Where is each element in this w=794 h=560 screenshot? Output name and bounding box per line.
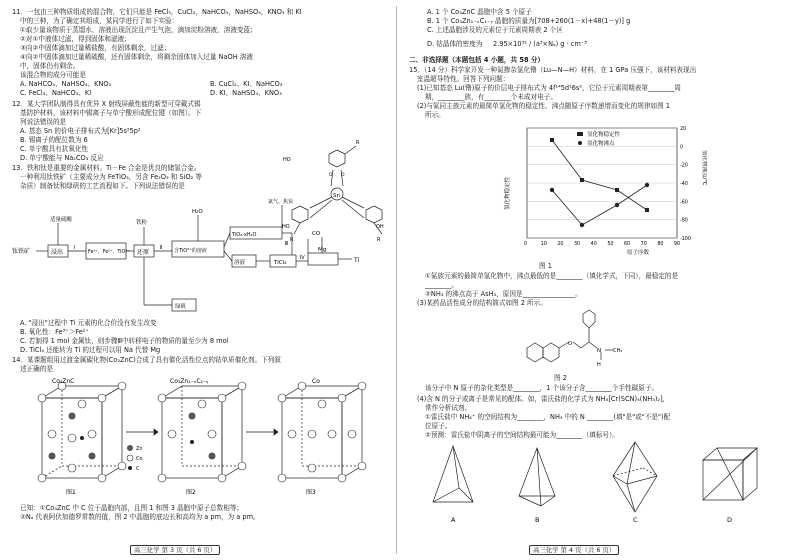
- q15-4-sub1b: 位原子。: [425, 422, 452, 430]
- q12-line-1: 12．某大学团队制得具有优异 X 射线屏蔽性能的新型可穿戴式锡: [12, 100, 201, 108]
- stability-point-2: [580, 178, 584, 182]
- cell-1-title: Co₃ZnC: [52, 378, 75, 385]
- svg-text:O: O: [568, 341, 572, 347]
- q15-part-1: (1)已知基态 Lu(镥)原子的价层电子排布式为 4f¹⁴5d¹6s²，它位于元素周期表第________周: [417, 84, 681, 92]
- q11-option-c: C. FeCl₃、NaHCO₃、KI: [20, 89, 92, 97]
- q15-4-sub2: ②预测：雷氏盐中阴离子的空间结构最可能为________（填标号）。: [425, 431, 619, 439]
- q13-line-2: 一种利用钛铁矿（主要成分为 FeTiO₃，另含 Fe₂O₃ 和 SiO₂ 等: [20, 173, 202, 181]
- q14-known-2: ②Nₐ 代表阿伏加德罗常数的值，图 2 中晶胞的底边长和高均为 a pm，为 a pm。: [20, 513, 260, 521]
- q15-part-1b: 期，________族，有________个未成对电子。: [425, 93, 557, 101]
- stability-point-1: [550, 138, 554, 142]
- q11-line-5: ③向②中固体滴加过量稀盐酸，有固体剩余，过滤；: [20, 44, 171, 52]
- right-page: [397, 0, 794, 560]
- shape-option-c: C: [633, 516, 638, 524]
- molecule-caption: 图 2: [554, 374, 567, 382]
- q13-line-3: 杂质）制备钛和绿矾的工艺流程如下。下列说法错误的是: [20, 182, 185, 190]
- q15-4-sub1: ①雷氏盐中 NH₄⁺ 的空间结构为________，NH₃ 中的 N ________(填"是"或"不是")配: [425, 413, 671, 421]
- process-flow-diagram: [12, 193, 372, 315]
- q12-option-d: D. 单宁酸能与 Na₂CO₃ 反应: [20, 154, 104, 162]
- y-right-tick-label: -60: [680, 200, 688, 206]
- flow-filtrate-label: 含TiO²⁺的溶液: [174, 248, 207, 254]
- section-2-heading: 二、非选择题（本题包括 4 小题，共 58 分）: [409, 56, 545, 64]
- x-tick-label: 80: [657, 242, 664, 247]
- q13-option-a: A. "浸出"过程中 Ti 元素的化合价没有发生改变: [20, 319, 157, 327]
- q15-line-2: 室温超导特性。回答下列问题：: [417, 75, 510, 83]
- q14-option-d: D. 钴晶体的密度为: [427, 40, 483, 48]
- q12-option-c: C. 单宁酸具有抗氧化性: [20, 145, 89, 153]
- flow-co-label: CO: [312, 231, 321, 237]
- q14-option-a: A. 1 个 Co₃ZnC 晶胞中含 5 个原子: [427, 8, 532, 16]
- flow-green-vitriol-label: 绿矾: [175, 304, 187, 310]
- legend-stability: 氢化物稳定性: [587, 132, 621, 138]
- q15-2-sub1: ①氮族元素的最简单氢化物中，沸点最低的是________（填化学式，下同），最稳定的是: [425, 272, 679, 280]
- svg-text:O: O: [329, 173, 333, 178]
- q15-3-question: 该分子中 N 原子的杂化类型是________，1 个该分子含________个手性碳原子。: [425, 384, 659, 392]
- shape-option-a: A: [451, 516, 456, 524]
- drug-molecule-structure: [517, 308, 627, 376]
- q13-line-1: 13．铁和钛是重要的金属材料。Ti－Fe 合金是优良的储氢合金。: [12, 164, 201, 172]
- y-right-tick-label: -20: [680, 163, 688, 169]
- q11-option-d: D. KI、NaHSO₄、KNO₃: [210, 89, 282, 97]
- q14-known-1: 已知：①Co₃ZnC 中 C 位于晶胞内部，且图 1 和图 3 晶胞中原子总数相等；: [20, 504, 244, 512]
- q14-line-1: 14．某课题组用过渡金属碳化物(Co₃ZnC)合成了具有催化活性位点的钴单质催化剂。下列叙: [12, 356, 281, 364]
- q11-line-8: 该混合物的成分可能是: [20, 71, 86, 79]
- q14-option-c: C. 上述晶胞涉及的元素位于元素周期表 2 个区: [427, 26, 563, 34]
- q15-line-1: 15．（14 分）科学家开发一种氮掺杂氢化镥（Lu—N—H）材料，在 1 GPa 压强下，该材料表现出: [409, 66, 697, 74]
- flow-step-4: Ⅳ: [300, 255, 305, 261]
- y-right-label: 氢化物沸点/℃: [701, 150, 707, 186]
- q11-line-7: 中，固体仍有剩余。: [20, 62, 80, 70]
- q12-option-b: B. 锡离子的配位数为 6: [20, 136, 88, 144]
- x-tick-label: 60: [624, 242, 631, 247]
- flow-ticl4-label: TiCl₄: [274, 260, 287, 266]
- x-tick-label: 40: [590, 242, 597, 247]
- svg-text:O: O: [341, 173, 345, 178]
- flow-step-2: Ⅱ: [160, 245, 163, 251]
- q11-option-a: A. NaHCO₃、NaHSO₄、KNO₃: [20, 80, 112, 88]
- stability-point-4: [645, 208, 649, 212]
- q15-part-4: (4)含 N 的分子或离子是常见的配体。如，雷氏盐的化学式为 NH₄[Cr(SCN)₄(NH₃)₂]，: [417, 395, 670, 403]
- q15-part-2: (2)与氮同主族元素的最简单氢化物的稳定性、沸点随原子序数递增而变化的规律如图 1: [417, 102, 671, 110]
- shape-option-b: B: [535, 516, 540, 524]
- q15-part-3: (3)某药品活性成分的结构简式如图 2 所示。: [417, 299, 547, 307]
- svg-text:Sn: Sn: [333, 193, 340, 199]
- geometry-options-figure: [427, 440, 777, 528]
- q11-option-b: B. CuCl₂、KI、NaHCO₃: [210, 80, 283, 88]
- boiling-point-2: [580, 223, 584, 227]
- legend-zn: Zn: [136, 446, 143, 452]
- q15-part-2b: 所示。: [425, 111, 445, 119]
- svg-text:HO: HO: [282, 224, 290, 230]
- q14-option-b: B. 1 个 Co₃Zn₁₋ₓC₁₋ᵧ 晶胞的质量为[708+260(1－x)+48(1－y)] g: [427, 17, 631, 25]
- y-right-tick-label: -100: [680, 237, 691, 242]
- boiling-point-series-line: [552, 185, 647, 225]
- flow-powder-label: 铁粉: [136, 220, 148, 226]
- q14-density-formula: 2.95×10³² / (a³×Nₐ) g · cm⁻³: [493, 40, 587, 48]
- flow-acid-label: 适量硫酸: [50, 217, 73, 223]
- x-tick-label: 90: [674, 242, 681, 247]
- flow-water-label: H₂O: [192, 209, 203, 215]
- cell-1-caption: 图1: [66, 489, 76, 496]
- flow-step-3: Ⅲ: [285, 241, 289, 247]
- svg-text:H: H: [597, 362, 601, 368]
- hydride-trend-chart: [497, 120, 707, 260]
- q13-option-b: B. 氧化性：Fe³⁺＞Fe²⁺: [20, 328, 89, 336]
- crystal-cells-figure: [30, 376, 380, 498]
- boiling-point-4: [645, 183, 649, 187]
- boiling-point-1: [550, 188, 554, 192]
- flow-ti-label: Ti: [354, 257, 360, 264]
- x-tick-label: 70: [640, 242, 647, 247]
- x-tick-label: 10: [540, 242, 547, 247]
- q11-line-6: ④向②中固体滴加过量稀硫酸，还有固体剩余，将剩余固体加入过量 NaOH 溶液: [20, 53, 253, 61]
- q13-option-d: D. TiCl₄ 还能转为 Ti 的过程可以用 Na 代替 Mg: [20, 346, 161, 354]
- page-footer-left: 高三化学 第 3 页（共 6 页）: [130, 545, 220, 555]
- q11-line-1: 11．一包由三种物质组成的混合物，它们只能是 FeCl₃，CuCl₂，NaHCO₃，NaHSO₄，KNO₃ 和 KI: [12, 8, 302, 16]
- stability-series-line: [552, 140, 647, 210]
- svg-text:HO: HO: [283, 157, 291, 163]
- x-tick-label: 20: [557, 242, 564, 247]
- flow-chlorine-label: 氯气、焦炭: [268, 199, 294, 205]
- y-right-tick-label: 0: [680, 145, 684, 151]
- mol-n-label: N: [597, 348, 602, 354]
- flow-leach-label: 浸出: [51, 249, 64, 256]
- cell-3-caption: 图3: [306, 489, 316, 496]
- legend-co: Co: [136, 456, 143, 462]
- svg-text:R: R: [356, 140, 360, 146]
- y-left-label: 氢化物稳定性: [505, 176, 511, 210]
- q14-line-2: 述正确的是: [20, 365, 53, 373]
- q13-option-c: C. 若制得 1 mol 金属钛，则步骤Ⅲ中转移电子的物质的量至少为 8 mol: [20, 337, 229, 345]
- flow-mg-label: Mg: [318, 247, 327, 253]
- q15-2-sub1b: ________。: [425, 281, 458, 289]
- flow-tio2-label: TiO₂·xH₂O: [232, 232, 257, 238]
- chart-caption: 图 1: [539, 262, 552, 270]
- x-tick-label: 0: [524, 242, 528, 247]
- svg-text:R: R: [290, 237, 294, 243]
- x-axis-label: 原子序数: [627, 250, 650, 256]
- svg-text:R: R: [377, 237, 381, 243]
- y-right-tick-label: 20: [680, 127, 687, 132]
- stability-point-3: [615, 188, 619, 192]
- y-right-tick-label: -80: [680, 218, 688, 224]
- flow-step-1: Ⅰ: [74, 245, 76, 251]
- q15-2-sub2: ②NH₃ 的沸点高于 AsH₃，原因是________________。: [425, 290, 582, 298]
- legend-boiling: 氢化物沸点: [587, 141, 615, 147]
- flow-solution-label: 溶液: [234, 260, 246, 266]
- svg-text:OH: OH: [376, 224, 384, 230]
- cell-2-title: Co₃Zn₁₋ₓC₁₋ᵧ: [170, 378, 209, 385]
- x-tick-label: 50: [607, 242, 614, 247]
- mol-ch3-label: CH₃: [613, 348, 623, 354]
- q11-line-4: ②对①中液体过滤，得到固体和滤液；: [20, 35, 131, 43]
- shape-option-d: D: [727, 516, 733, 524]
- cell-3-title: Co: [312, 378, 320, 385]
- q12-line-2: 基防护材料，该材料中锡离子与单宁酸形成配位键（如图）。下: [20, 109, 202, 117]
- q11-line-3: ①取少量该物质于蒸馏水，溶液出现沉淀且产生气泡，滴加淀粉溶液，溶液变蓝；: [20, 26, 257, 34]
- legend-c: C: [136, 466, 140, 472]
- flow-ore-label: 钛铁矿: [12, 248, 31, 255]
- q12-option-a: A. 基态 Sn 的价电子排布式为[Kr]5s²5p²: [20, 127, 141, 135]
- y-right-tick-label: -40: [680, 182, 688, 187]
- flow-reduce-label: 还原: [137, 249, 150, 256]
- boiling-point-3: [615, 203, 619, 207]
- page-footer-right: 高三化学 第 4 页（共 6 页）: [529, 545, 619, 555]
- q11-line-2: 中的三种，为了确定其组成，某同学进行了如下实验：: [20, 17, 179, 25]
- q12-line-3: 列说法错误的是: [20, 118, 67, 126]
- cell-2-caption: 图2: [186, 489, 196, 496]
- q15-part-4b: 常作分析试剂。: [425, 404, 472, 412]
- flow-ions-label: Fe³⁺、Fe²⁺、TiO²⁺: [88, 250, 130, 255]
- x-tick-label: 30: [574, 242, 581, 247]
